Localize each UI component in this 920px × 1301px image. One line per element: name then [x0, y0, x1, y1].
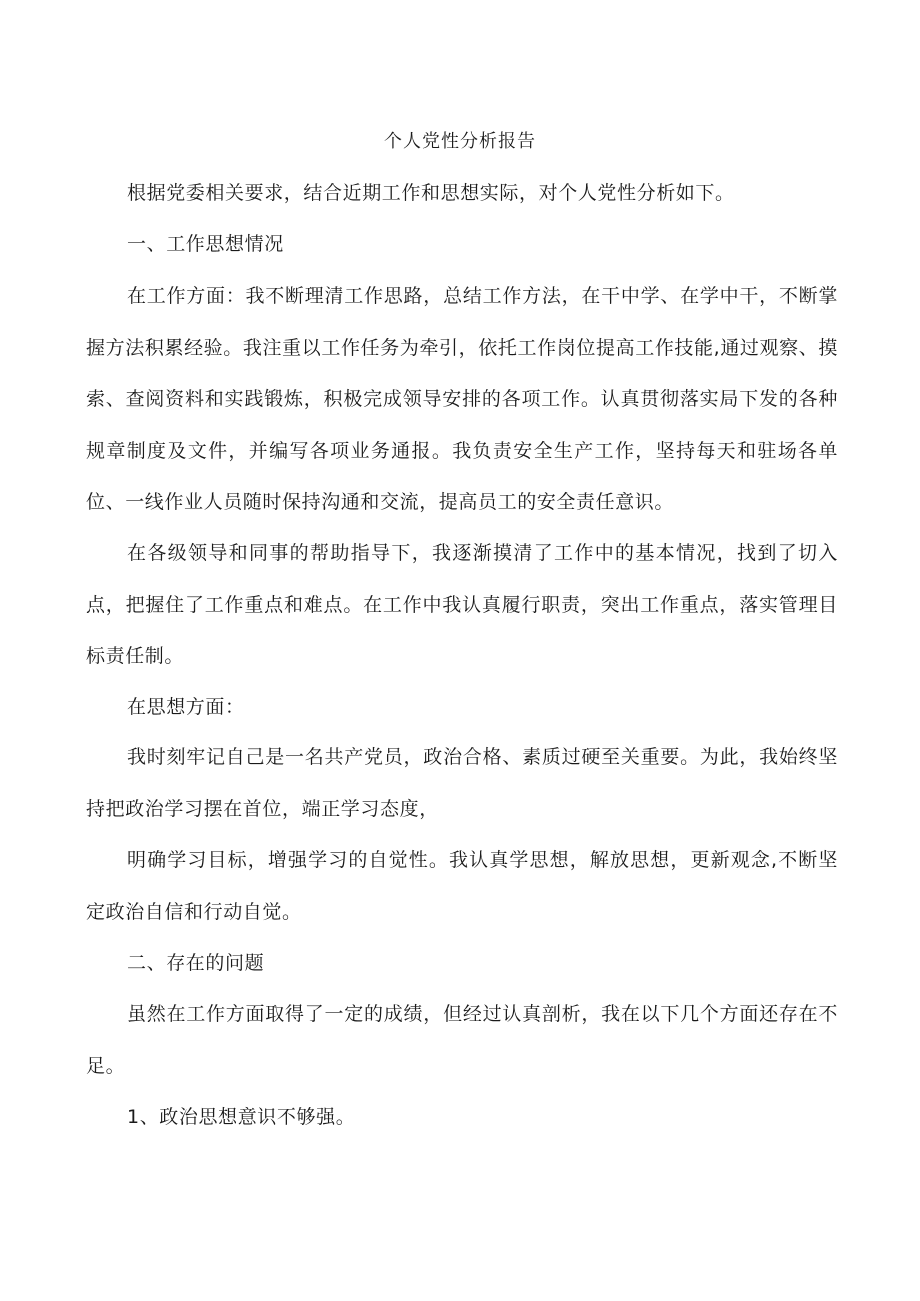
paragraph-shortcomings: 虽然在工作方面取得了一定的成绩，但经过认真剖析，我在以下几个方面还存在不足。 [86, 1003, 838, 1077]
paragraph-thought-aspect-label: 在思想方面： [127, 696, 245, 718]
paragraph-study-goals: 明确学习目标，增强学习的自觉性。我认真学思想，解放思想，更新观念,不断坚定政治自信和行动自觉。 [86, 849, 838, 923]
document-title: 个人党性分析报告 [384, 131, 536, 152]
paragraph-work-aspect: 在工作方面：我不断理清工作思路，总结工作方法，在干中学、在学中干，不断掌握方法积累经验。我注重以工作任务为牵引，依托工作岗位提高工作技能,通过观察、摸索、查阅资料和实践锻炼，积极完成领导安排的各项工作。认真贯彻落实局下发的各种规章制度及文件，并编写各项业务通报。我负责安全生产工作，坚持每天和驻场各单位、一线作业人员随时保持沟通和交流，提高员工的安全责任意识。 [86, 285, 838, 513]
section-heading-work-thought: 一、工作思想情况 [127, 233, 284, 255]
paragraph-party-member: 我时刻牢记自己是一名共产党员，政治合格、素质过硬至关重要。为此，我始终坚持把政治学习摆在首位，端正学习态度， [86, 746, 838, 820]
intro-paragraph: 根据党委相关要求，结合近期工作和思想实际，对个人党性分析如下。 [127, 182, 735, 204]
paragraph-guidance: 在各级领导和同事的帮助指导下，我逐渐摸清了工作中的基本情况，找到了切入点，把握住了工作重点和难点。在工作中我认真履行职责，突出工作重点，落实管理目标责任制。 [86, 542, 838, 667]
list-item-political-awareness: 1、政治思想意识不够强。 [127, 1106, 356, 1128]
section-heading-problems: 二、存在的问题 [127, 952, 265, 974]
